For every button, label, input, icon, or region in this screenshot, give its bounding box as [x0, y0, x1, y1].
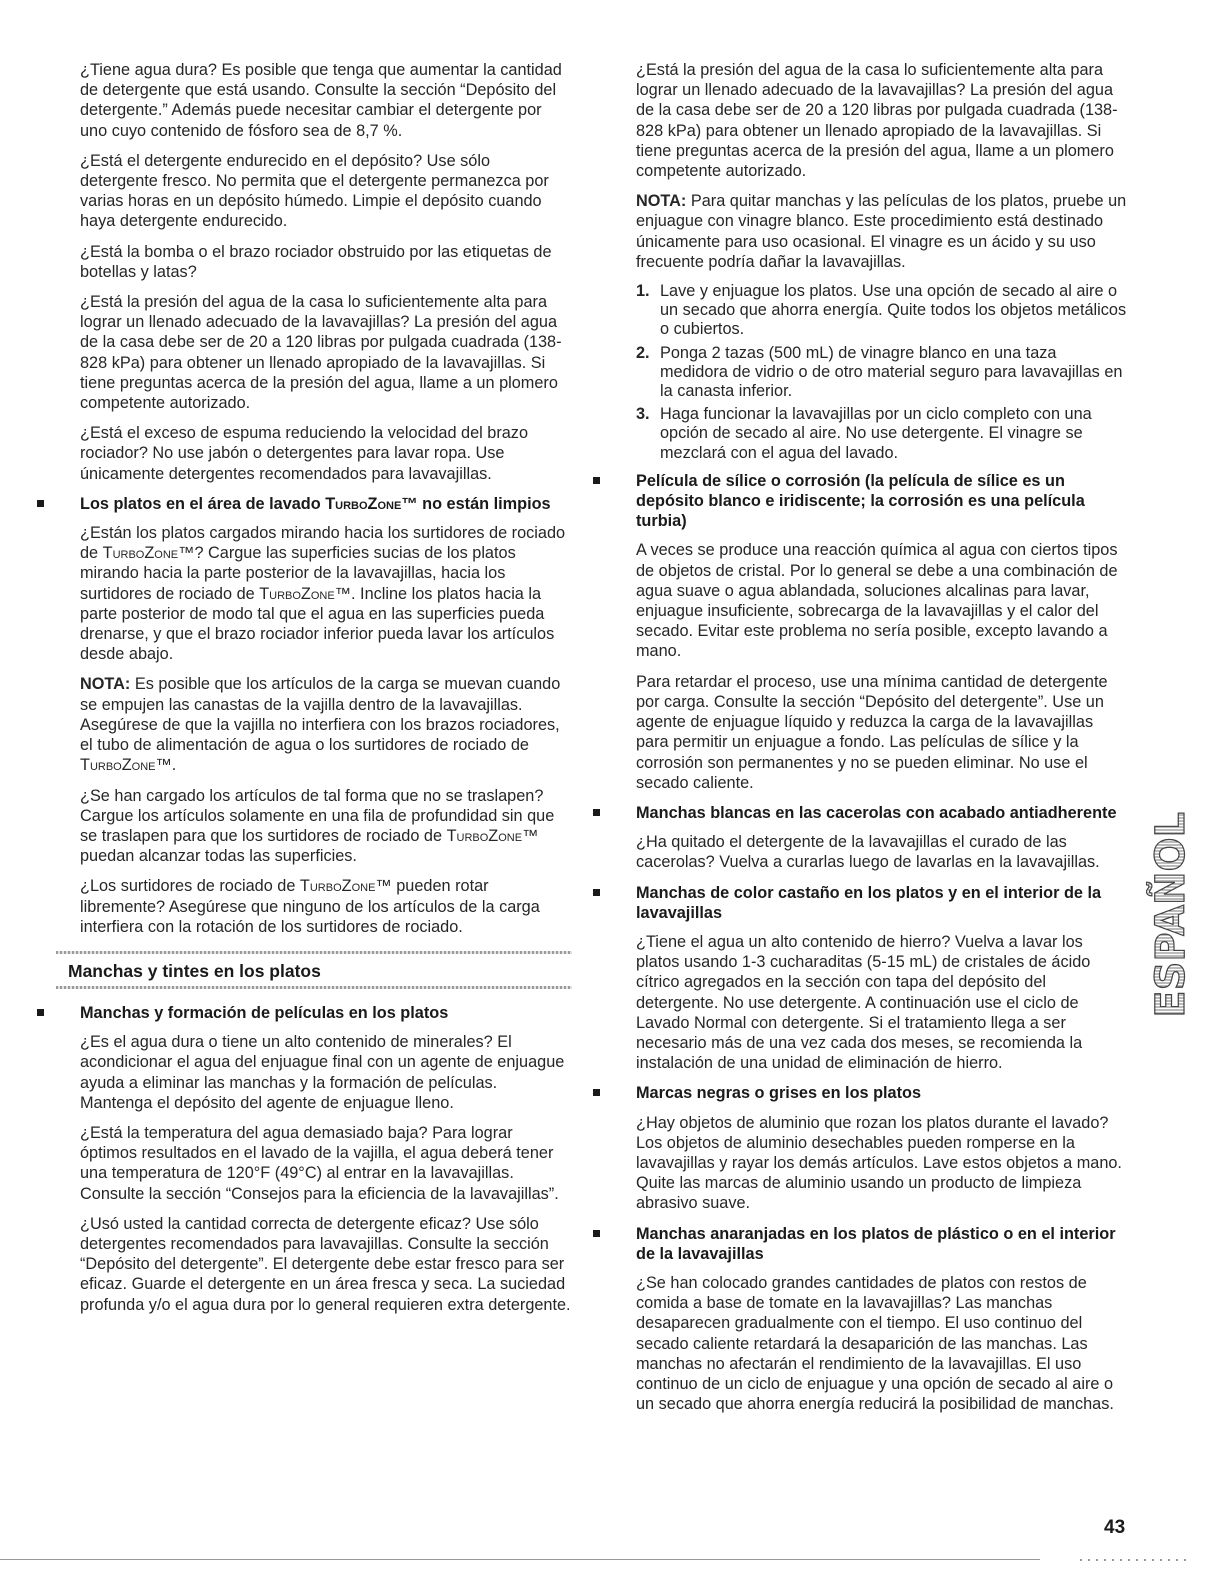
paragraph-turbozone-rotate: ¿Los surtidores de rociado de TurboZone™ pueden rotar libremente? Asegúrese que ninguno de los artículos de la carga interfiera con la rotación de los surtidores de rociado.: [80, 877, 540, 936]
section-header-spots-stains: [56, 951, 572, 989]
paragraph-pump-obstructed: ¿Está la bomba o el brazo rociador obstruido por las etiquetas de botellas y latas?: [80, 242, 552, 281]
footer-rule: [0, 1559, 1040, 1560]
footer-dots: [1080, 1559, 1190, 1561]
paragraph-water-pressure: ¿Está la presión del agua de la casa lo suficientemente alta para lograr un llenado adecuado de la lavavajillas? La presión del agua de la casa debe ser de 20 a 120 libras por pulgada cuadrada (138-828 kPa) para obtener un llenado apropiado de la lavavajillas. Si tiene preguntas acerca de la presión del agua, llame a un plomero competente autorizado.: [636, 61, 1118, 181]
heading-spots-films: Manchas y formación de películas en los platos: [36, 1003, 572, 1023]
note-turbozone: NOTA: Es posible que los artículos de la carga se muevan cuando se empujen las canastas de la vajilla dentro de la lavavajillas. Asegúrese de que la vajilla no interfiera con los brazos rociadores, el tubo de alimentación de agua o los surtidores de rociado de TurboZone™.: [80, 675, 561, 775]
paragraph-turbozone-loading: ¿Están los platos cargados mirando hacia los surtidores de rociado de TurboZone™? Cargue las superficies sucias de los platos mirando hacia la parte posterior de la lavavajillas, hacia los surtidores de rociado de TurboZone™. Incline los platos hacia la parte posterior de modo tal que el agua en las superficies pueda drenarse, y que el brazo rociador inferior pueda lavar los artículos desde abajo.: [80, 524, 566, 664]
paragraph-water-pressure: ¿Está la presión del agua de la casa lo suficientemente alta para lograr un llenado adecuado de la lavavajillas? La presión del agua de la casa debe ser de 20 a 120 libras por pulgada cuadrada (138-828 kPa) para obtener un llenado apropiado de la lavavajillas. Si tiene preguntas acerca de la presión del agua, llame a un plomero competente autorizado.: [80, 293, 562, 413]
paragraph-tomato-stains: ¿Se han colocado grandes cantidades de platos con restos de comida a base de tomate en la lavavajillas? Las manchas desaparecen gradualmente con el tiempo. El uso continuo del secado caliente retardará la desaparición de las manchas. Las manchas no afectarán el rendimiento de la lavavajillas. El uso continuo de un ciclo de enjuague y una opción de secado al aire o un secado que ahorra energía reducirá la posibilidad de manchas.: [636, 1273, 1114, 1414]
page-number: 43: [1104, 1517, 1126, 1538]
paragraph-mineral-water: ¿Es el agua dura o tiene un alto contenido de minerales? El acondicionar el agua del enjuague final con un agente de enjuague ayuda a eliminar las manchas y la formación de películas. Mantenga el depósito del agente de enjuague lleno.: [80, 1033, 565, 1112]
heading-black-marks: Marcas negras o grises en los platos: [592, 1083, 1128, 1103]
language-side-tab: ESPAÑOL: [1148, 812, 1194, 1018]
left-column: [68, 60, 572, 1325]
section-rule-bottom: [56, 986, 572, 989]
heading-turbozone-not-clean: Los platos en el área de lavado TurboZone™ no están limpios: [36, 494, 572, 514]
paragraph-silica-cause: A veces se produce una reacción química al agua con ciertos tipos de objetos de cristal. Por lo general se debe a una combinación de agua suave o agua ablandada, soluciones alcalinas para lavar, enjuague insuficiente, sobrecarga de la lavavajillas y el calor del secado. Evitar este problema no sería posible, excepto lavando a mano.: [636, 541, 1118, 661]
paragraph-turbozone-overlap: ¿Se han cargado los artículos de tal forma que no se traslapen? Cargue los artículos solamente en una fila de profundidad sin que se traslapen para que los surtidores de rociado de TurboZone™ puedan alcanzar todas las superficies.: [80, 786, 555, 866]
paragraph-excess-foam: ¿Está el exceso de espuma reduciendo la velocidad del brazo rociador? No use jabón o detergentes para lavar ropa. Use únicamente detergentes recomendados para lavavajillas.: [80, 424, 529, 483]
note-vinegar-rinse: NOTA: Para quitar manchas y las películas de los platos, pruebe un enjuague con vinagre blanco. Este procedimiento está destinado únicamente para uso ocasional. El vinagre es un ácido y su uso frecuente podría dañar la lavavajillas.: [636, 192, 1127, 271]
paragraph-iron-content: ¿Tiene el agua un alto contenido de hierro? Vuelva a lavar los platos usando 1-3 cucharaditas (5-15 mL) de cristales de ácido cítrico agregados en la sección con tapa del depósito del detergente. No use detergente. A continuación use el ciclo de Lavado Normal con detergente. Si el tratamiento llega a ser necesario más de una vez cada dos meses, se recomienda la instalación de una unidad de eliminación de hierro.: [636, 932, 1091, 1073]
paragraph-hard-water: ¿Tiene agua dura? Es posible que tenga que aumentar la cantidad de detergente que está usando. Consulte la sección “Depósito del detergente.” Además puede necesitar cambiar el detergente por uno cuyo contenido de fósforo sea de 8,7 %.: [80, 61, 562, 140]
heading-orange-stains: Manchas anaranjadas en los platos de plástico o en el interior de la lavavajillas: [592, 1224, 1128, 1264]
bullet-square-icon: [593, 1089, 600, 1096]
list-item: 3. Haga funcionar la lavavajillas por un ciclo completo con una opción de secado al aire. No use detergente. El vinagre se mezclará con el agua del lavado.: [636, 405, 1092, 462]
bullet-square-icon: [37, 1009, 44, 1016]
bullet-square-icon: [593, 809, 600, 816]
bullet-square-icon: [593, 889, 600, 896]
heading-white-spots-pans: Manchas blancas en las cacerolas con acabado antiadherente: [592, 803, 1128, 823]
paragraph-aluminum: ¿Hay objetos de aluminio que rozan los platos durante el lavado? Los objetos de aluminio desechables pueden romperse en la lavavajillas y rayar los demás artículos. Lave estos objetos a mano. Quite las marcas de aluminio usando un producto de limpieza abrasivo suave.: [636, 1113, 1122, 1213]
bullet-square-icon: [593, 1230, 600, 1237]
bullet-square-icon: [593, 477, 600, 484]
heading-brown-stains: Manchas de color castaño en los platos y en el interior de la lavavajillas: [592, 883, 1128, 923]
heading-silica-film: Película de sílice o corrosión (la película de sílice es un depósito blanco e iridiscente; la corrosión es una película turbia): [592, 471, 1128, 532]
bullet-square-icon: [37, 500, 44, 507]
list-item: 2. Ponga 2 tazas (500 mL) de vinagre blanco en una taza medidora de vidrio o de otro material seguro para lavavajillas en la canasta inferior.: [636, 343, 1123, 401]
right-column: [636, 60, 1128, 1424]
paragraph-white-spots: ¿Ha quitado el detergente de la lavavajillas el curado de las cacerolas? Vuelva a curarlas luego de lavarlas en la lavavajillas.: [636, 833, 1100, 872]
section-title: Manchas y tintes en los platos: [68, 960, 321, 981]
section-rule-top: [56, 951, 572, 954]
paragraph-detergent-amount: ¿Usó usted la cantidad correcta de detergente eficaz? Use sólo detergentes recomendados para lavavajillas. Consulte la sección “Depósito del detergente”. El detergente debe estar fresco para ser eficaz. Guarde el detergente en un área fresca y seca. La suciedad profunda y/o el agua dura por lo general requieren extra detergente.: [80, 1214, 571, 1314]
paragraph-water-temperature: ¿Está la temperatura del agua demasiado baja? Para lograr óptimos resultados en el lavado de la vajilla, el agua deberá tener una temperatura de 120°F (49°C) al entrar en la lavavajillas. Consulte la sección “Consejos para la eficiencia de la lavavajillas”.: [80, 1123, 559, 1203]
paragraph-hardened-detergent: ¿Está el detergente endurecido en el depósito? Use sólo detergente fresco. No permita que el detergente permanezca por varias horas en un depósito húmedo. Limpie el depósito cuando haya detergente endurecido.: [80, 151, 549, 231]
paragraph-silica-retard: Para retardar el proceso, use una mínima cantidad de detergente por carga. Consulte la sección “Depósito del detergente”. Use un agente de enjuague líquido y reduzca la carga de la lavavajillas para permitir un enjuague a fondo. Las películas de sílice y la corrosión son permanentes y no se pueden eliminar. No use el secado caliente.: [636, 672, 1108, 792]
vinegar-steps-list: [636, 282, 1128, 463]
list-item: 1. Lave y enjuague los platos. Use una opción de secado al aire o un secado que ahorra energía. Quite todos los objetos metálicos o cubiertos.: [636, 282, 1127, 339]
